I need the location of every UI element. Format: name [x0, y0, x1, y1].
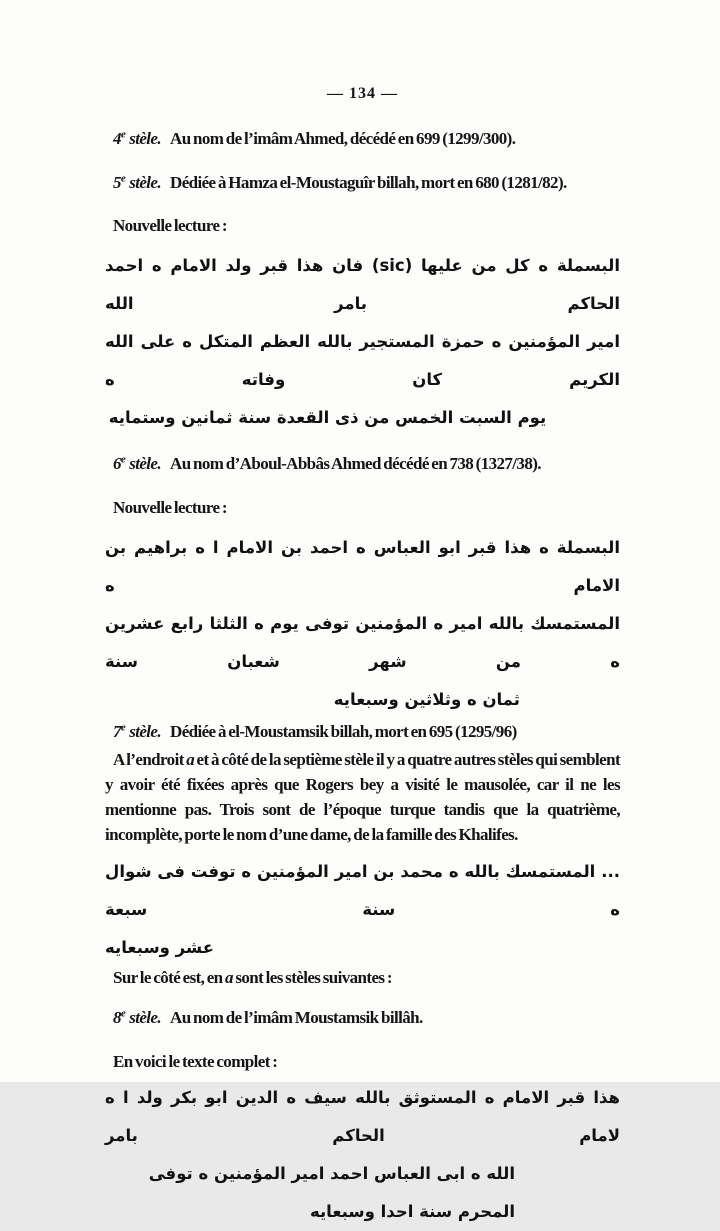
arabic-line: ... المستمسك بالله ه محمد بن امير المؤمنين ه توفت فى شوال ه سنة سبعة [105, 862, 620, 919]
arabic-line: البسملة ه هذا قبر ابو العباس ه احمد بن الامام ا ه براهيم بن الامام ه [105, 538, 620, 595]
arabic-line: امير المؤمنين ه حمزة المستجير بالله العظم المتكل ه على الله الكريم كان وفاته ه [105, 332, 620, 389]
stele-7-heading [105, 721, 620, 743]
nouvelle-lecture-label-2: Nouvelle lecture : [113, 498, 227, 517]
arabic-passage-1 [105, 247, 620, 437]
arabic-line: هذا قبر الامام ه المستوثق بالله سيف ه الدين ابو بكر ولد ا ه لامام الحاكم بامر [105, 1088, 620, 1145]
arabic-line: المستمسك بالله امير ه المؤمنين توفى يوم ه الثلثا رابع عشرين ه من شهر شعبان سنة [105, 614, 620, 671]
ordinal-superscript: e [120, 453, 126, 466]
complete-text-label: En voici le texte complet : [113, 1052, 278, 1071]
stele-word: stèle. [129, 1008, 162, 1027]
stele-number: 7 [113, 722, 121, 741]
stele-5-heading [105, 172, 620, 194]
arabic-passage-4 [105, 1079, 620, 1231]
arabic-line: ثمان ه وثلاثين وسبعايه [333, 690, 520, 709]
stele-number: 4 [113, 129, 121, 148]
paragraph-text: A l’endroit [113, 750, 187, 769]
stele-text: Dédiée à el-Moustamsik billah, mort en 695 (1295/96) [170, 722, 517, 741]
steles-description-paragraph [105, 747, 620, 847]
stele-number: 5 [113, 173, 121, 192]
arabic-line: الله ه ابى العباس احمد امير المؤمنين ه توفى المحرم سنة احدا وسبعايه [148, 1164, 515, 1221]
stele-text: Au nom de l’imâm Moustamsik billâh. [170, 1008, 423, 1027]
stele-word: stèle. [129, 129, 162, 148]
stele-word: stèle. [129, 454, 162, 473]
side-note-text: sont les stèles suivantes : [232, 968, 392, 987]
stele-word: stèle. [129, 173, 162, 192]
ordinal-superscript: e [120, 128, 126, 141]
arabic-line: البسملة ه كل من عليها (sic) فان هذا قبر ولد الامام ه احمد الحاكم بامر الله [105, 256, 620, 313]
stele-text: Au nom de l’imâm Ahmed, décédé en 699 (1299/300). [170, 129, 516, 148]
stele-6-heading [105, 453, 620, 475]
page-number: — 134 — [327, 85, 398, 102]
italic-a: a [186, 750, 195, 769]
arabic-line: يوم السبت الخمس من ذى القعدة سنة ثمانين وستمايه [108, 408, 547, 427]
nouvelle-lecture-label-1: Nouvelle lecture : [113, 216, 227, 235]
stele-8-heading [105, 1007, 620, 1029]
stele-4-heading [105, 128, 620, 150]
ordinal-superscript: e [120, 172, 126, 185]
side-note-text: Sur le côté est, en [113, 968, 225, 987]
arabic-passage-2 [105, 529, 620, 719]
stele-text: Au nom d’Aboul-Abbâs Ahmed décédé en 738 (1327/38). [170, 454, 541, 473]
arabic-line: عشر وسبعايه [105, 938, 214, 957]
italic-a: a [225, 968, 233, 987]
arabic-passage-3 [105, 853, 620, 967]
ordinal-superscript: e [120, 721, 126, 734]
stele-text: Dédiée à Hamza el-Moustaguîr billah, mort en 680 (1281/82). [170, 173, 567, 192]
stele-number: 8 [113, 1008, 121, 1027]
ordinal-superscript: e [120, 1007, 126, 1020]
paragraph-text: et à côté de la septième stèle il y a quatre autres stèles qui semblent y avoir été fixées après que Rogers bey a visité le mausolée, car il ne les mentionne pas. Trois sont de l’époque turque tandis que la quatrième, incomplète, porte le nom d’une dame, de la famille des Khalifes. [105, 750, 620, 844]
side-note-line [105, 967, 620, 989]
stele-word: stèle. [129, 722, 162, 741]
stele-number: 6 [113, 454, 121, 473]
